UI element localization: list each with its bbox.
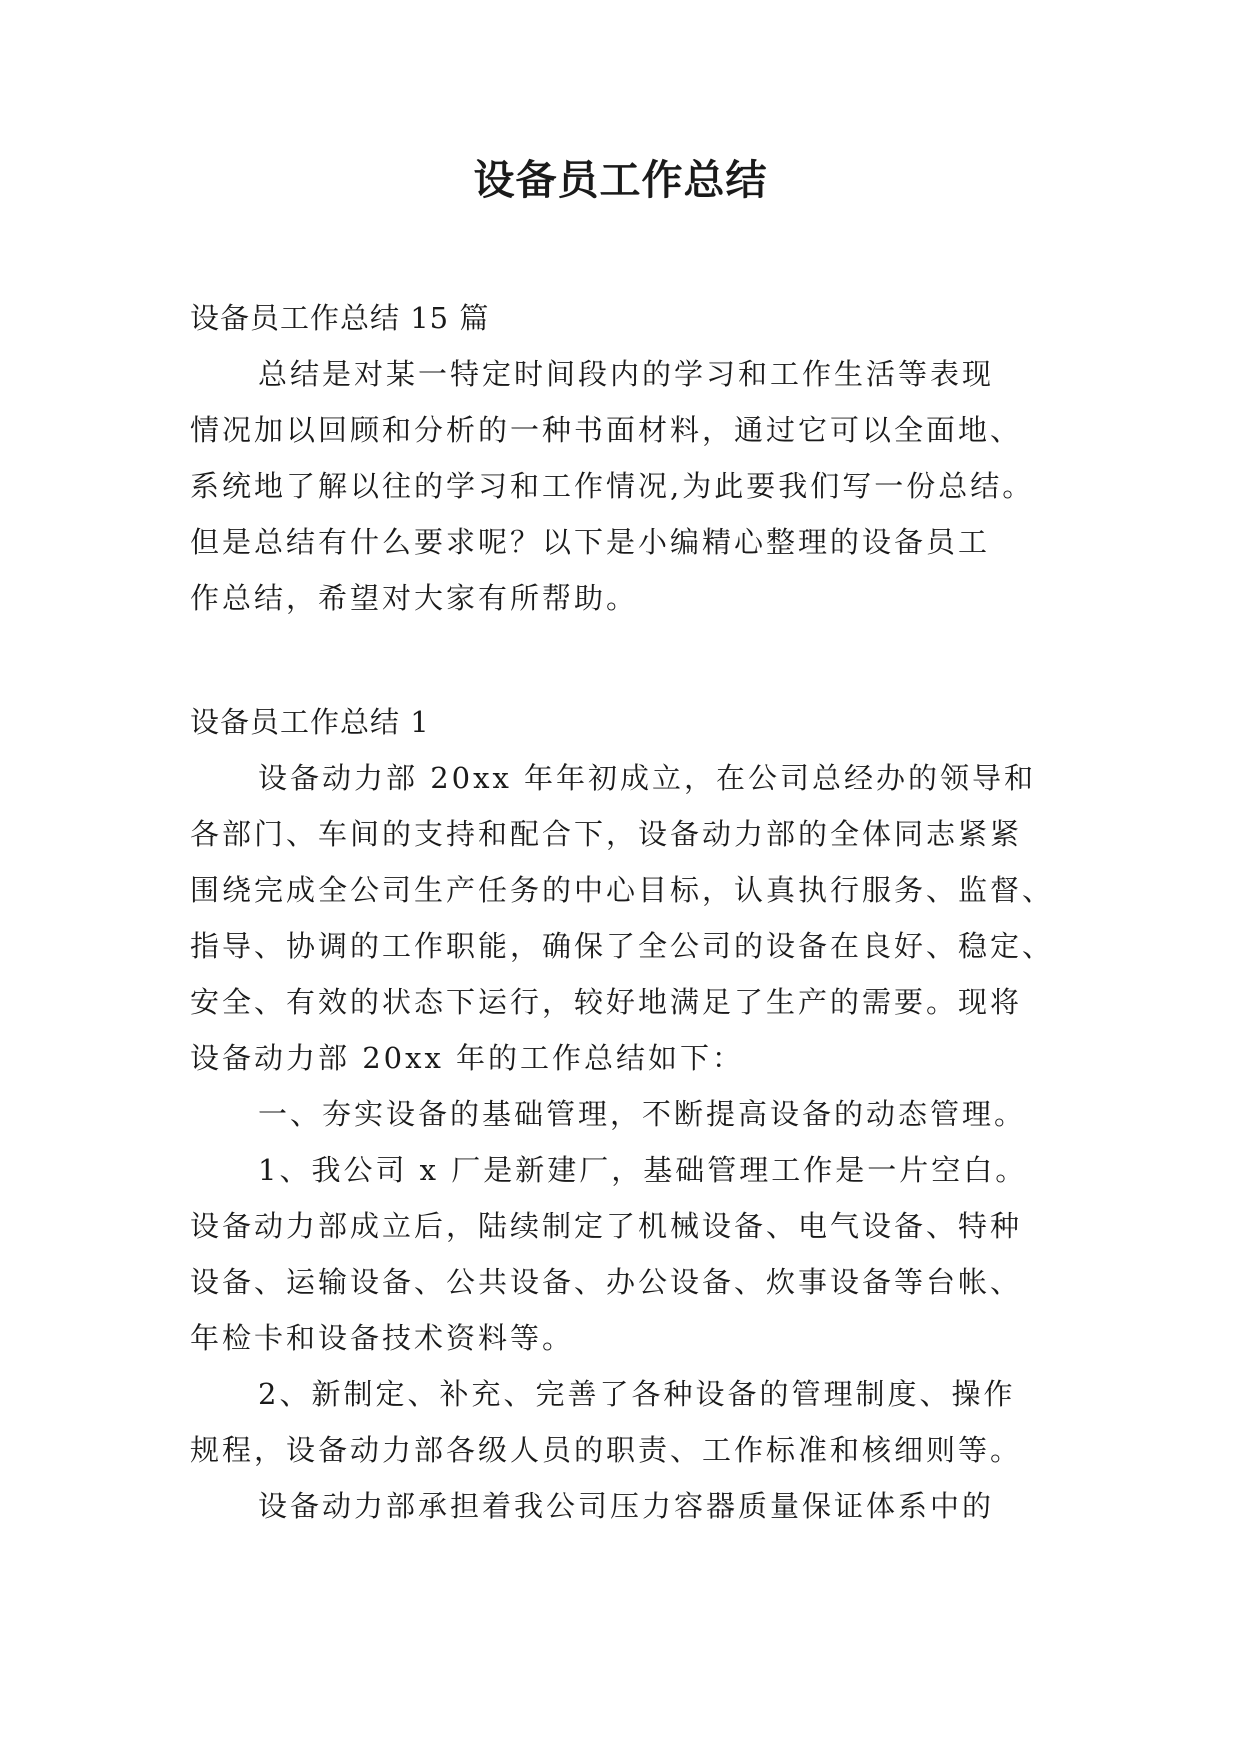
body-line: 设备、运输设备、公共设备、办公设备、炊事设备等台帐、 <box>190 1265 1023 1299</box>
body-line: 一、夯实设备的基础管理，不断提高设备的动态管理。 <box>258 1097 1027 1131</box>
intro-line: 但是总结有什么要求呢？以下是小编精心整理的设备员工 <box>190 525 991 559</box>
document-subtitle: 设备员工作总结 15 篇 <box>190 301 490 335</box>
section-heading: 设备员工作总结 1 <box>190 705 430 739</box>
body-line: 年检卡和设备技术资料等。 <box>190 1321 575 1355</box>
intro-line: 总结是对某一特定时间段内的学习和工作生活等表现 <box>258 357 995 391</box>
body-line: 安全、有效的状态下运行，较好地满足了生产的需要。现将 <box>190 985 1023 1019</box>
document-title: 设备员工作总结 <box>473 156 768 204</box>
intro-line: 情况加以回顾和分析的一种书面材料，通过它可以全面地、 <box>190 413 1023 447</box>
intro-line: 系统地了解以往的学习和工作情况,为此要我们写一份总结。 <box>190 469 1035 503</box>
body-line: 各部门、车间的支持和配合下，设备动力部的全体同志紧紧 <box>190 817 1023 851</box>
body-line: 设备动力部 20xx 年年初成立，在公司总经办的领导和 <box>258 761 1037 795</box>
body-line: 设备动力部 20xx 年的工作总结如下： <box>190 1041 745 1075</box>
body-line: 设备动力部成立后，陆续制定了机械设备、电气设备、特种 <box>190 1209 1023 1243</box>
body-line: 围绕完成全公司生产任务的中心目标，认真执行服务、监督、 <box>190 873 1055 907</box>
intro-line: 作总结，希望对大家有所帮助。 <box>190 581 639 615</box>
body-line: 设备动力部承担着我公司压力容器质量保证体系中的 <box>258 1489 995 1523</box>
body-line: 指导、协调的工作职能，确保了全公司的设备在良好、稳定、 <box>190 929 1055 963</box>
body-line: 规程，设备动力部各级人员的职责、工作标准和核细则等。 <box>190 1433 1023 1467</box>
body-line: 1、我公司 x 厂是新建厂，基础管理工作是一片空白。 <box>258 1153 1028 1187</box>
body-line: 2、新制定、补充、完善了各种设备的管理制度、操作 <box>258 1377 1016 1411</box>
